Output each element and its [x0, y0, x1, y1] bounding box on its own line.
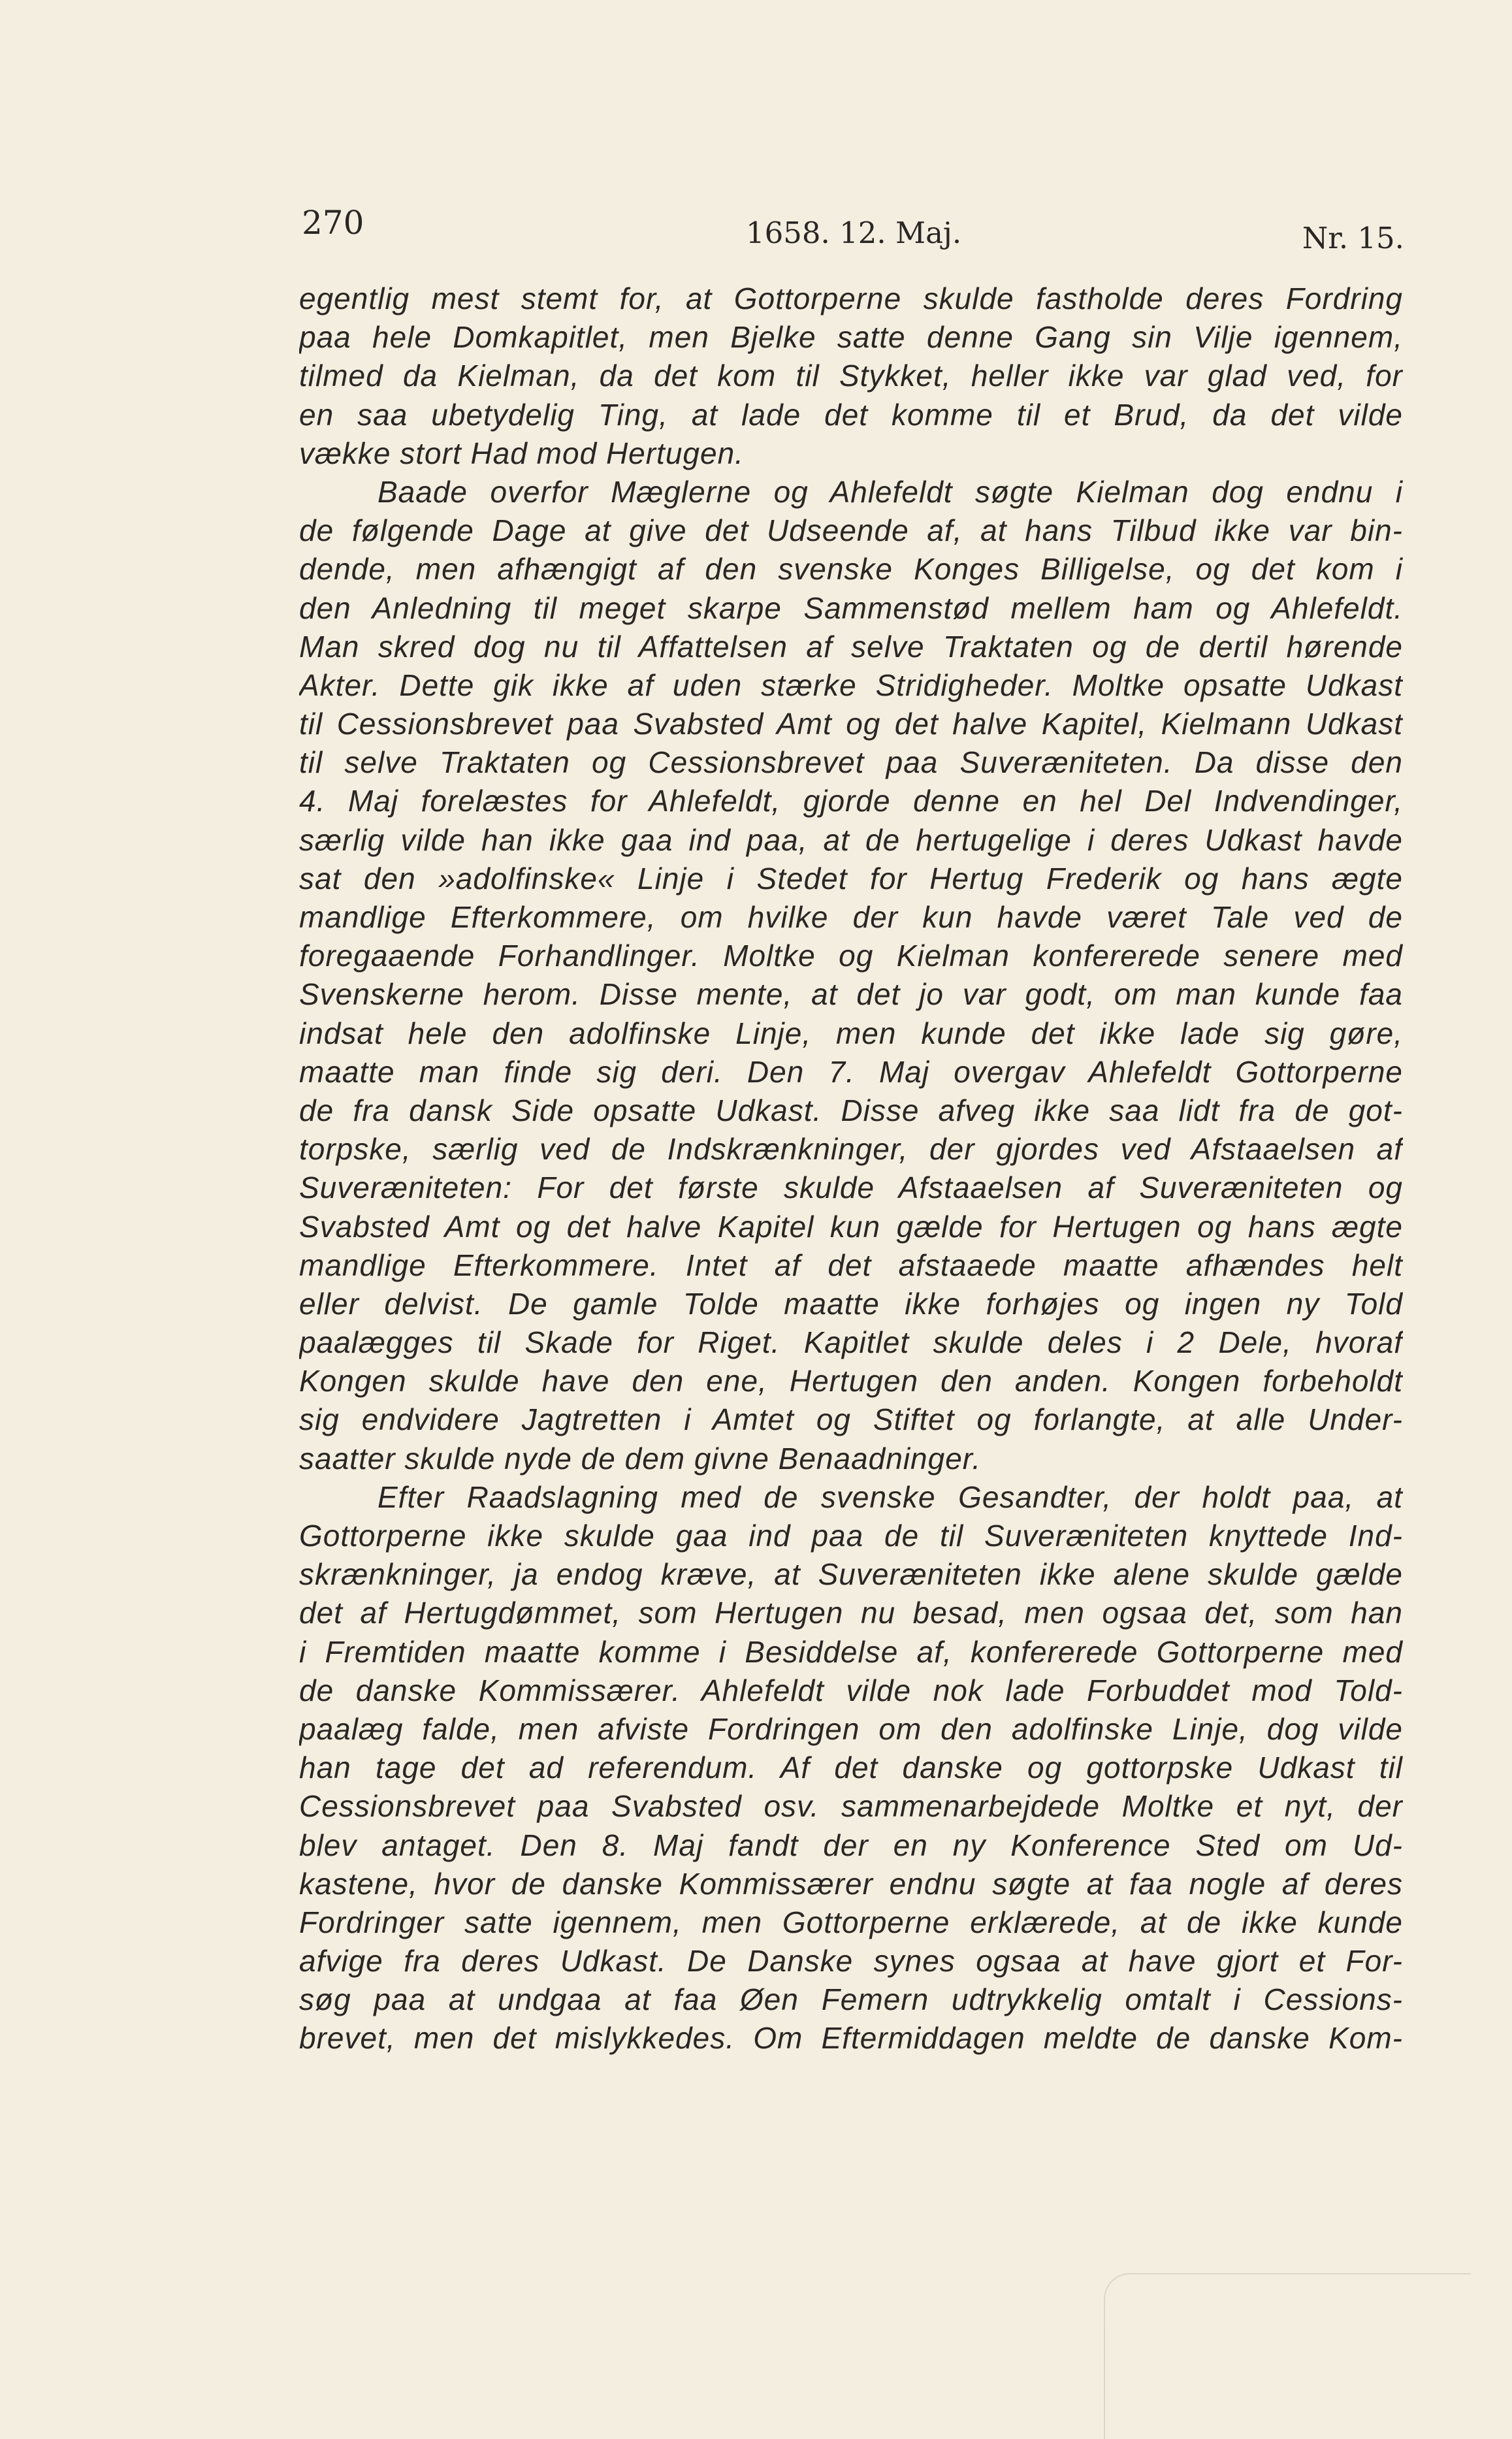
text-line: Baade overfor Mæglerne og Ahlefeldt søgte Kielman dog endnu i: [378, 474, 1403, 509]
text-line: sat den »adolfinske« Linje i Stedet for Hertug Frederik og hans ægte: [299, 861, 1403, 896]
text-line: sig endvidere Jagtretten i Amtet og Stiftet og forlangte, at alle Under-: [299, 1402, 1403, 1437]
text-line: en saa ubetydelig Ting, at lade det komme til et Brud, da det vilde: [299, 397, 1403, 432]
text-line: Fordringer satte igennem, men Gottorperne erklærede, at de ikke kunde: [299, 1905, 1403, 1939]
text-line: 4. Maj forelæstes for Ahlefeldt, gjorde denne en hel Del Indvendinger,: [299, 784, 1403, 818]
text-line: tilmed da Kielman, da det kom til Stykket, heller ikke var glad ved, for: [299, 359, 1403, 393]
text-line: eller delvist. De gamle Tolde maatte ikke forhøjes og ingen ny Told: [299, 1286, 1403, 1321]
text-line: blev antaget. Den 8. Maj fandt der en ny Konference Sted om Ud-: [299, 1828, 1403, 1862]
text-line: Kongen skulde have den ene, Hertugen den anden. Kongen forbeholdt: [299, 1364, 1403, 1398]
text-line: Efter Raadslagning med de svenske Gesandter, der holdt paa, at: [378, 1479, 1403, 1514]
text-line: afvige fra deres Udkast. De Danske synes ogsaa at have gjort et For-: [299, 1944, 1403, 1979]
page-number: 270: [302, 204, 364, 242]
text-line: til Cessionsbrevet paa Svabsted Amt og det halve Kapitel, Kielmann Udkast: [299, 707, 1403, 741]
body-text: [299, 280, 1403, 2058]
text-line: maatte man finde sig deri. Den 7. Maj overgav Ahlefeldt Gottorperne: [299, 1054, 1403, 1089]
running-header: [299, 196, 1404, 255]
text-line: de danske Kommissærer. Ahlefeldt vilde nok lade Forbuddet mod Told-: [299, 1673, 1403, 1707]
text-line: skrænkninger, ja endog kræve, at Suveræniteten ikke alene skulde gælde: [299, 1557, 1403, 1592]
text-line: brevet, men det mislykkedes. Om Eftermiddagen meldte de danske Kom-: [299, 2021, 1403, 2056]
text-line: Svabsted Amt og det halve Kapitel kun gælde for Hertugen og hans ægte: [299, 1209, 1403, 1244]
text-line: vække stort Had mod Hertugen.: [299, 436, 744, 470]
text-line: mandlige Efterkommere, om hvilke der kun havde været Tale ved de: [299, 900, 1403, 934]
text-line: kastene, hvor de danske Kommissærer endnu søgte at faa nogle af deres: [299, 1866, 1403, 1901]
text-line: Svenskerne herom. Disse mente, at det jo var godt, om man kunde faa: [299, 977, 1403, 1012]
text-line: indsat hele den adolfinske Linje, men kunde det ikke lade sig gøre,: [299, 1016, 1403, 1050]
document-number: Nr. 15.: [1302, 221, 1404, 255]
text-line: paalæg falde, men afviste Fordringen om den adolfinske Linje, dog vilde: [299, 1711, 1403, 1746]
text-line: søg paa at undgaa at faa Øen Femern udtrykkelig omtalt i Cessions-: [299, 1982, 1403, 2017]
text-line: de fra dansk Side opsatte Udkast. Disse afveg ikke saa lidt fra de got-: [299, 1093, 1403, 1127]
text-line: han tage det ad referendum. Af det danske og gottorpske Udkast til: [299, 1751, 1403, 1785]
text-line: til selve Traktaten og Cessionsbrevet paa Suveræniteten. Da disse den: [299, 745, 1403, 780]
text-line: i Fremtiden maatte komme i Besiddelse af, konfererede Gottorperne med: [299, 1634, 1403, 1669]
text-line: Gottorperne ikke skulde gaa ind paa de til Suveræniteten knyttede Ind-: [299, 1519, 1403, 1553]
text-line: særlig vilde han ikke gaa ind paa, at de hertugelige i deres Udkast havde: [299, 822, 1403, 857]
text-line: paalægges til Skade for Riget. Kapitlet skulde deles i 2 Dele, hvoraf: [299, 1325, 1403, 1360]
page-fold-mark: [1104, 2273, 1471, 2439]
text-line: de følgende Dage at give det Udseende af, at hans Tilbud ikke var bin-: [299, 513, 1403, 548]
text-line: dende, men afhængigt af den svenske Konges Billigelse, og det kom i: [299, 552, 1403, 587]
text-line: Man skred dog nu til Affattelsen af selve Traktaten og de dertil hørende: [299, 629, 1403, 664]
text-line: det af Hertugdømmet, som Hertugen nu besad, men ogsaa det, som han: [299, 1596, 1403, 1630]
text-line: den Anledning til meget skarpe Sammenstød mellem ham og Ahlefeldt.: [299, 590, 1403, 625]
text-line: mandlige Efterkommere. Intet af det afstaaede maatte afhændes helt: [299, 1248, 1403, 1282]
header-date: 1658. 12. Maj.: [746, 216, 962, 250]
text-line: Cessionsbrevet paa Svabsted osv. sammenarbejdede Moltke et nyt, der: [299, 1789, 1403, 1824]
text-line: saatter skulde nyde de dem givne Benaadninger.: [299, 1441, 982, 1476]
text-line: Akter. Dette gik ikke af uden stærke Stridigheder. Moltke opsatte Udkast: [299, 668, 1403, 702]
text-line: egentlig mest stemt for, at Gottorperne skulde fastholde deres Fordring: [299, 282, 1403, 315]
text-line: paa hele Domkapitlet, men Bjelke satte denne Gang sin Vilje igennem,: [299, 320, 1403, 355]
text-line: foregaaende Forhandlinger. Moltke og Kielman konfererede senere med: [299, 939, 1403, 973]
text-line: torpske, særlig ved de Indskrænkninger, der gjordes ved Afstaaelsen af: [299, 1132, 1403, 1167]
text-line: Suveræniteten: For det første skulde Afstaaelsen af Suveræniteten og: [299, 1171, 1403, 1205]
